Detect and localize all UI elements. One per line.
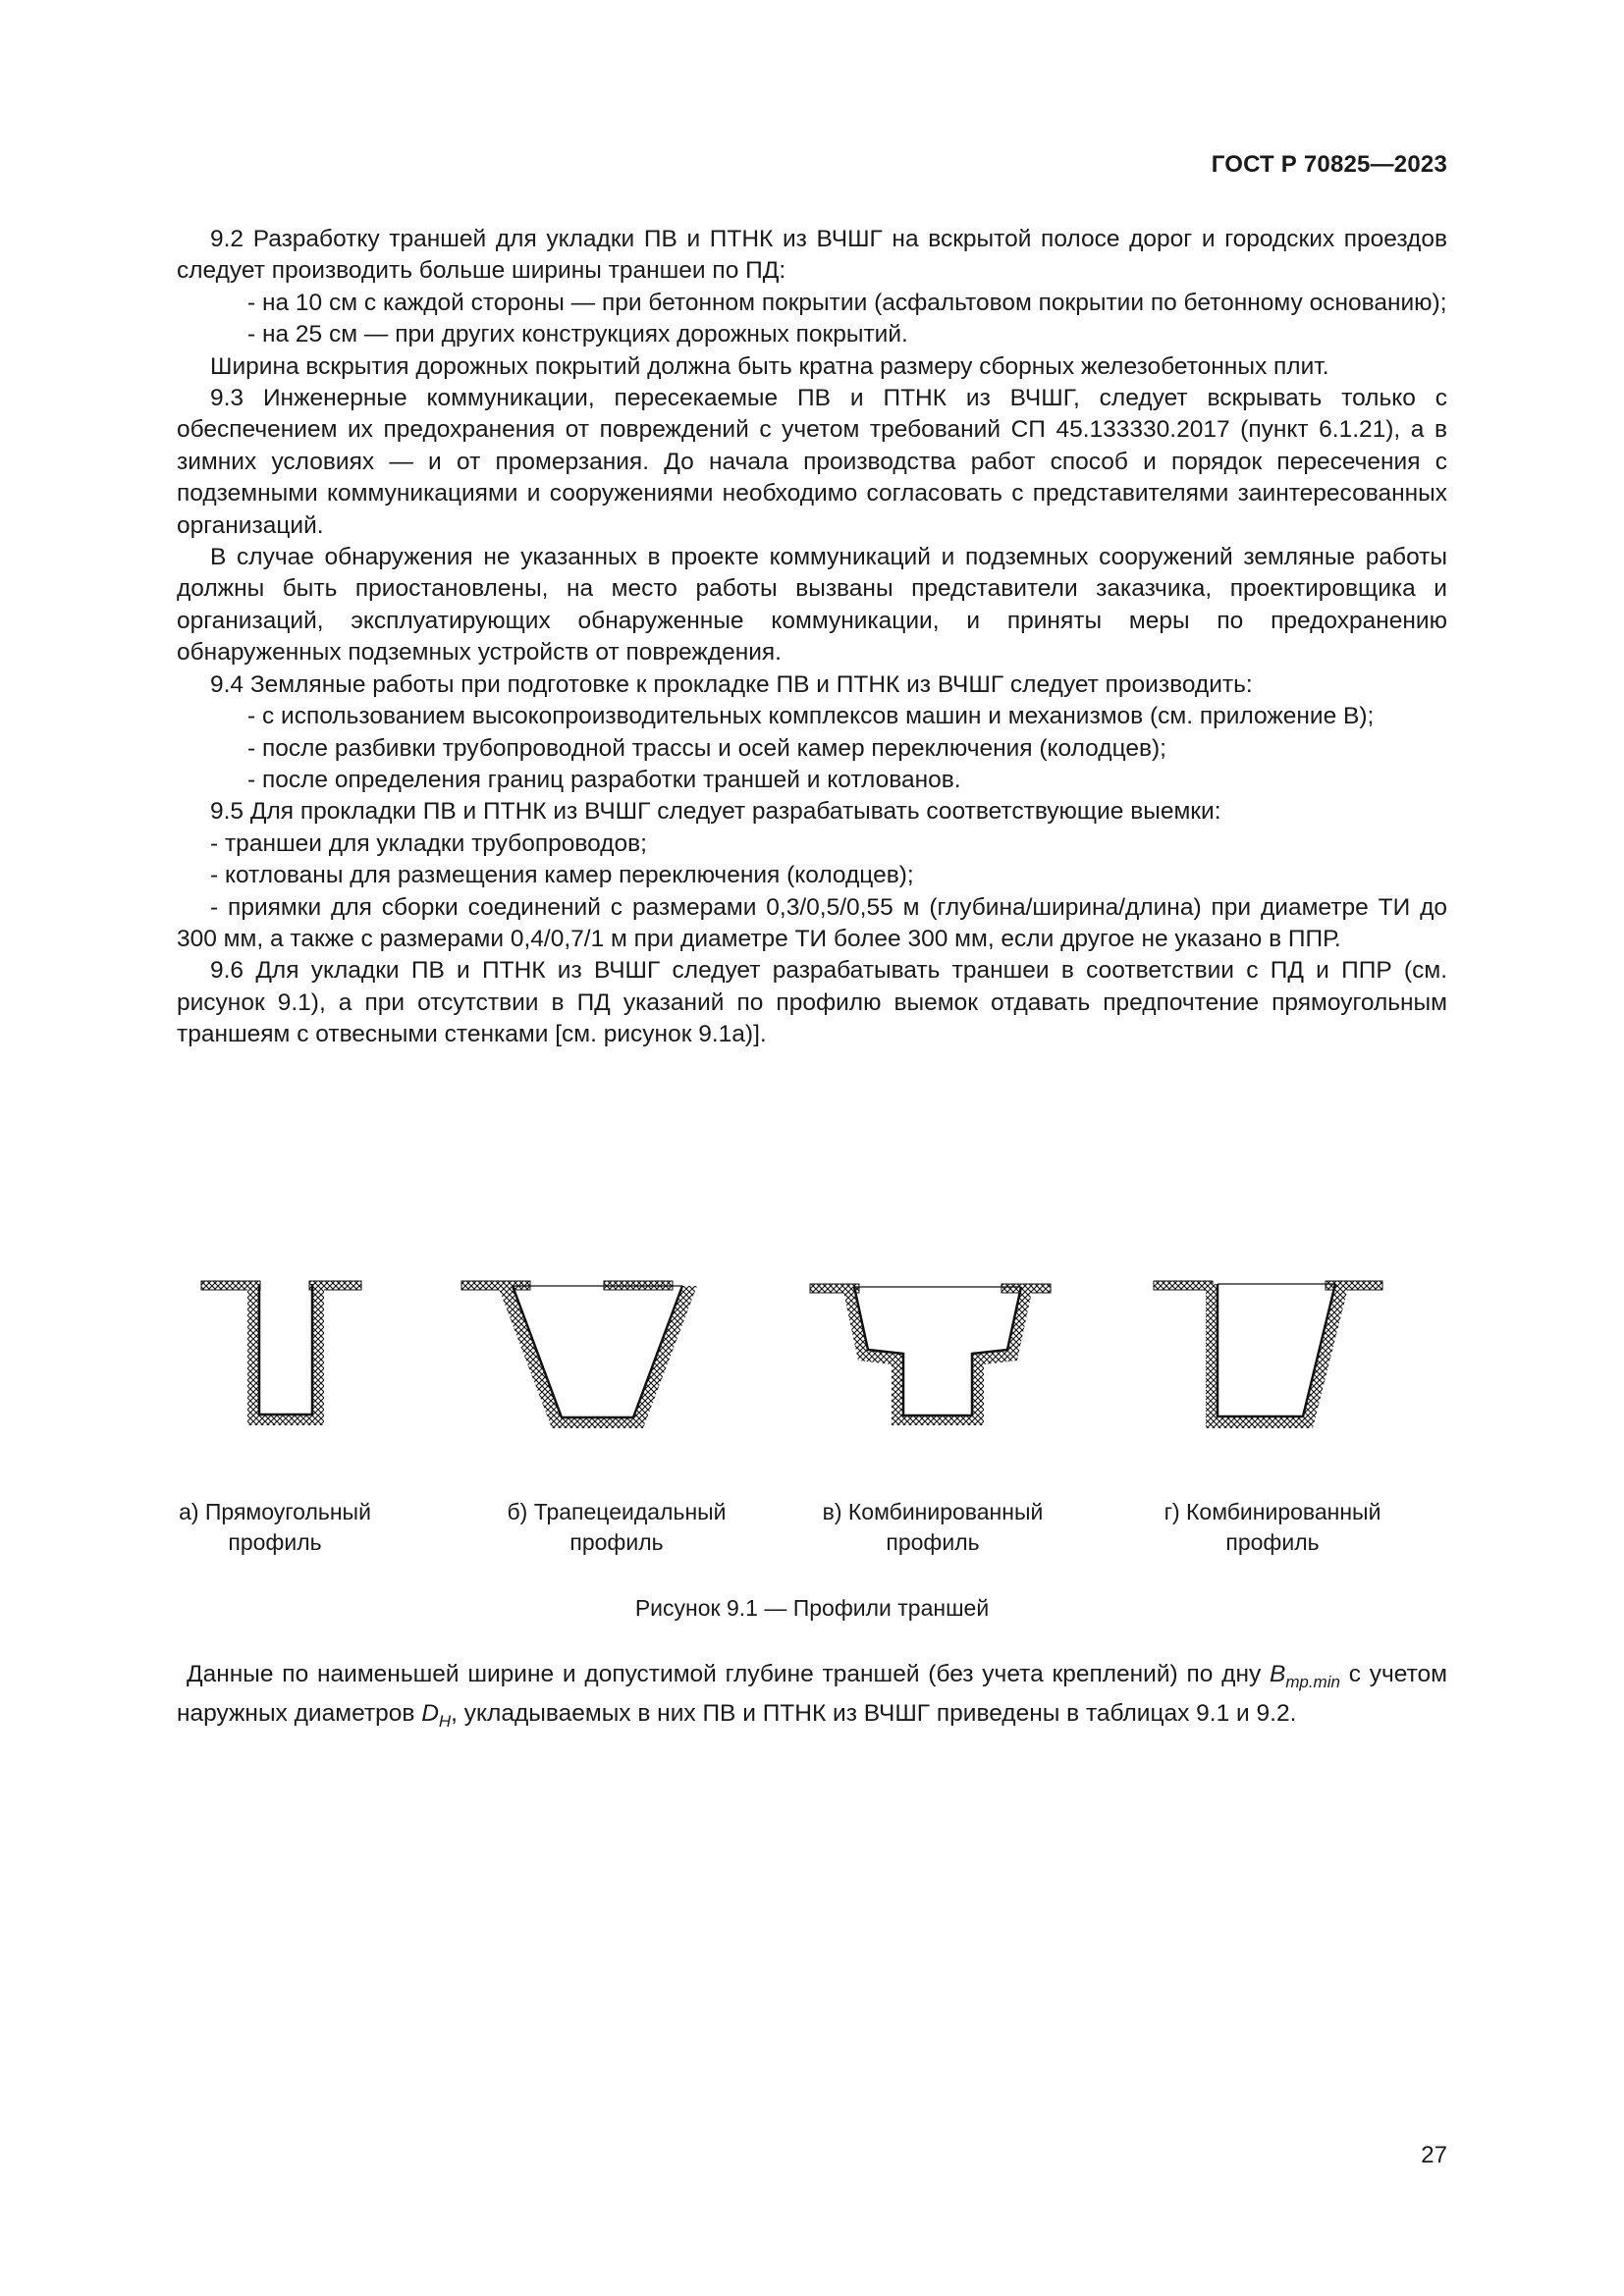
caption-line: в) Комбинированный (822, 1499, 1044, 1524)
body-text (177, 224, 1447, 1051)
list-item: - приямки для сборки соединений с размерами 0,3/0,5/0,55 м (глубина/ширина/длина) при диаметре ТИ до 300 мм, а также с размерами 0,4/0,7/1 м при диаметре ТИ более 300 мм, если другое не указано в ППР. (177, 893, 1447, 952)
paragraph: Ширина вскрытия дорожных покрытий должна быть кратна размеру сборных железобетонных плит. (210, 352, 1329, 380)
caption-line: профиль (886, 1529, 980, 1555)
width-subscript: тр.min (1285, 1672, 1340, 1691)
profile-combined-stepped (810, 1284, 1051, 1425)
list-item: - траншеи для укладки трубопроводов; (210, 829, 647, 857)
caption-line: г) Комбинированный (1164, 1499, 1381, 1524)
figure-title: Рисунок 9.1 — Профили траншей (634, 1595, 990, 1621)
caption-combined-stepped (771, 1497, 1095, 1558)
closing-text-1: Данные по наименьшей ширине и допустимой глубине траншей (без учета креплений) по дну (187, 1661, 1271, 1687)
caption-line: б) Трапецеидальный (507, 1499, 727, 1524)
page-number: 27 (1421, 2142, 1447, 2168)
profile-combined-sloped (1154, 1281, 1382, 1428)
paragraph-9-6: 9.6 Для укладки ПВ и ПТНК из ВЧШГ следует разрабатывать траншеи в соответствии с ПД и ППР (см. рисунок 9.1), а при отсутствии в ПД указаний по профилю выемок отдавать предпочтение прямоугольным траншеям с отвесными стенками [см. рисунок 9.1а)]. (177, 957, 1447, 1048)
caption-line: профиль (569, 1529, 664, 1555)
list-item: - с использованием высокопроизводительных комплексов машин и механизмов (см. приложение В); (247, 703, 1375, 730)
caption-trapezoidal (455, 1497, 779, 1558)
closing-text-3: , укладываемых в них ПВ и ПТНК из ВЧШГ приведены в таблицах 9.1 и 9.2. (451, 1700, 1297, 1728)
caption-line: профиль (1225, 1529, 1320, 1555)
paragraph-9-5: 9.5 Для прокладки ПВ и ПТНК из ВЧШГ следует разрабатывать соответствующие выемки: (210, 798, 1221, 826)
list-item: - на 25 см — при других конструкциях дорожных покрытий. (247, 321, 908, 348)
list-item: - после разбивки трубопроводной трассы и осей камер переключения (колодцев); (247, 734, 1166, 762)
paragraph: В случае обнаружения не указанных в проекте коммуникаций и подземных сооружений земляные работы должны быть приостановлены, на место работы вызваны представители заказчика, проектировщика и организаций, эксплуатирующих обнаруженные коммуникации, и приняты меры по предохранению обнаруженных подземных устройств от повреждения. (177, 544, 1447, 667)
closing-text-2: с учетом наружных диаметров (177, 1661, 1447, 1728)
list-item: - котлованы для размещения камер переключения (колодцев); (210, 862, 914, 889)
document-id: ГОСТ Р 70825—2023 (1211, 151, 1447, 178)
paragraph-9-3: 9.3 Инженерные коммуникации, пересекаемые ПВ и ПТНК из ВЧШГ, следует вскрывать только с обеспечением их предохранения от повреждений с учетом требований СП 45.133330.2017 (пункт 6.1.21), а в зимних условиях — и от промерзания. До начала производства работ способ и порядок пересечения с подземными коммуникациями и сооружениями необходимо согласовать с представителями заинтересованных организаций. (177, 385, 1447, 539)
width-symbol: B (1270, 1661, 1286, 1687)
closing-paragraph (177, 1659, 1447, 1738)
caption-combined-sloped (1110, 1497, 1435, 1558)
paragraph-9-4: 9.4 Земляные работы при подготовке к прокладке ПВ и ПТНК из ВЧШГ следует производить: (210, 670, 1253, 698)
list-item: - на 10 см с каждой стороны — при бетонном покрытии (асфальтовом покрытии по бетонному основанию); (247, 289, 1447, 316)
diameter-subscript: H (438, 1712, 452, 1732)
profile-rectangular (201, 1281, 361, 1425)
profile-trapezoidal (461, 1281, 697, 1428)
paragraph-9-2: 9.2 Разработку траншей для укладки ПВ и ПТНК из ВЧШГ на вскрытой полосе дорог и городских проездов следует производить больше ширины траншеи по ПД: (177, 226, 1447, 285)
diameter-symbol: D (421, 1700, 439, 1728)
caption-line: а) Прямоугольный (179, 1499, 371, 1524)
caption-line: профиль (228, 1529, 322, 1555)
list-item: - после определения границ разработки траншей и котлованов. (247, 766, 961, 793)
caption-rectangular (113, 1497, 437, 1558)
